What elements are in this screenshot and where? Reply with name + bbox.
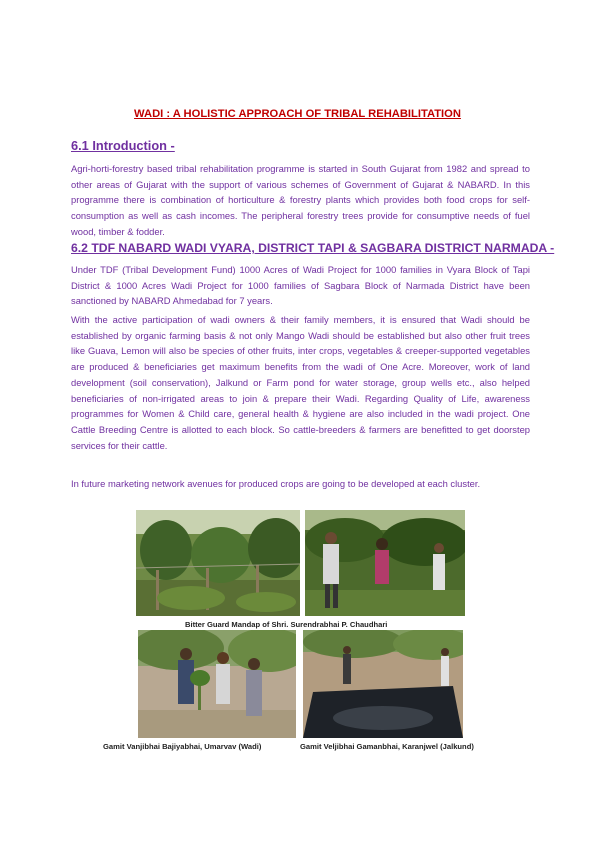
introduction-paragraph: Agri-horti-forestry based tribal rehabilitation programme is started in South Gujarat from 1982 and spread to other areas of Gujarat with the support of various schemes of Government of Gujarat & NABARD. In this programme there is combination of horticulture & forestry plants which provides both food crops for self-consumption as well as cash incomes. The peripheral forestry trees provide for consumptive needs of fuel wood, timber & fodder. [71, 163, 530, 237]
tdf-paragraph-3: In future marketing network avenues for produced crops are going to be developed at each cluster. [71, 478, 481, 489]
caption-bitter-gourd-mandap: Bitter Guard Mandap of Shri. Surendrabhai P. Chaudhari [185, 620, 388, 629]
photo-farmers-field-visit [305, 510, 465, 616]
tdf-paragraph-1: Under TDF (Tribal Development Fund) 1000 Acres of Wadi Project for 1000 families in Vyara Block of Tapi District & 1000 Acres Wadi Project for 1000 families of Sagbara Block of Narmada District have been sanctioned by NABARD Ahmedabad for 7 years. [71, 264, 530, 307]
photo-wadi-visit-umarvav [138, 630, 296, 738]
caption-karanjwel-jalkund: Gamit Veljibhai Gamanbhai, Karanjwel (Jalkund) [300, 742, 474, 751]
photo-bitter-gourd-mandap [136, 510, 300, 616]
document-title: WADI : A HOLISTIC APPROACH OF TRIBAL REHABILITATION [134, 108, 461, 120]
section-heading-tdf-nabard-wadi: 6.2 TDF NABARD WADI VYARA, DISTRICT TAPI & SAGBARA DISTRICT NARMADA - [71, 241, 555, 255]
tdf-paragraph-2: With the active participation of wadi owners & their family members, it is ensured that Wadi should be established by organic farming basis & not only Mango Wadi should be established but also other fruit trees like Guava, Lemon will also be species of other fruits, inter crops, vegetables & creeper-supported vegetables are produced & beneficiaries get maximum benefits from the wadi of One Acre. Moreover, work of land development (soil conservation), Jalkund or Farm pond for water storage, group wells etc., also helped beneficiaries of non-irrigated areas to join & prepare their Wadi. Regarding Quality of Life, awareness programmes for Women & Child care, general health & hygiene are also included in the wadi project. One Cattle Breeding Centre is allotted to each block. So cattle-breeders & farmers are benefitted to get doorstep services for their cattle. [71, 314, 530, 451]
section-heading-introduction: 6.1 Introduction - [71, 138, 175, 153]
caption-umarvav-wadi: Gamit Vanjibhai Bajiyabhai, Umarvav (Wadi) [103, 742, 262, 751]
photo-jalkund-karanjwel [303, 630, 463, 738]
